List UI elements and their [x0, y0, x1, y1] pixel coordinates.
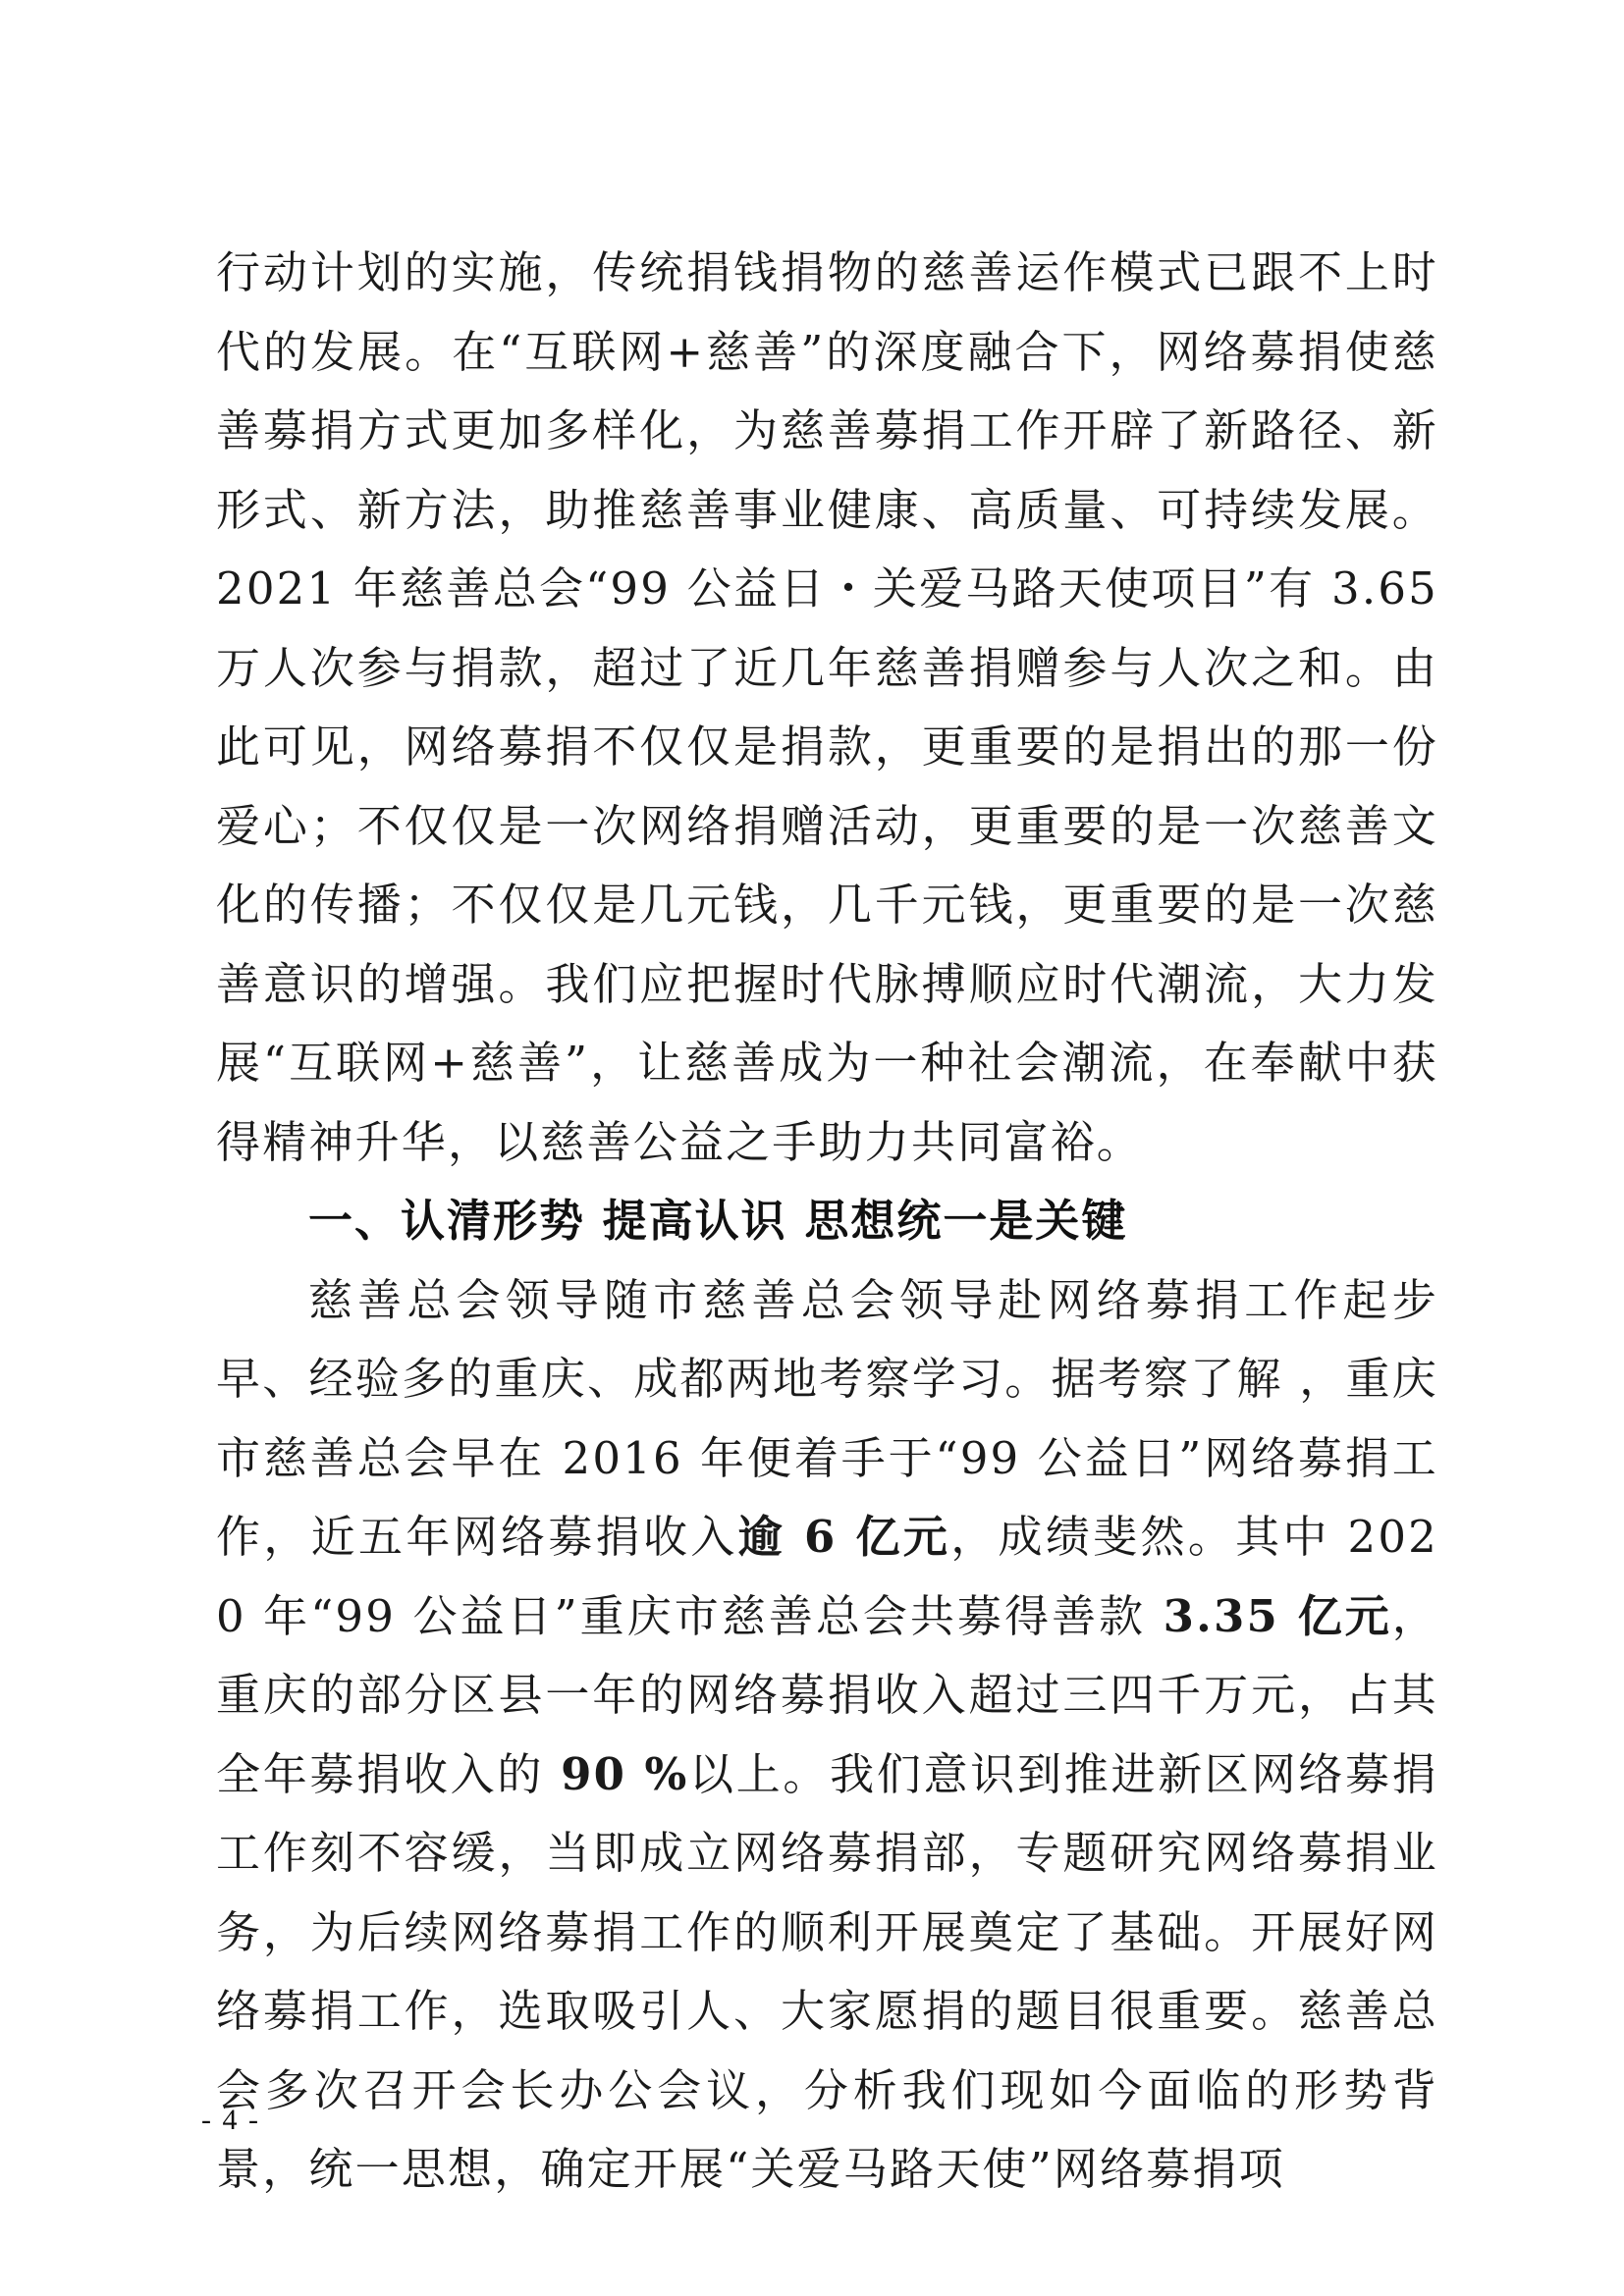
section-paragraph-text-3: ，重庆的部分区县一年的网络募捐收入超过三四千万元，占其全年募捐收入的: [216, 1589, 1438, 1800]
highlight-amount-total: 逾 6 亿元: [737, 1511, 951, 1563]
section-heading: 一、认清形势 提高认识 思想统一是关键: [308, 1195, 1128, 1247]
section-paragraph-text-1: 慈善总会领导随市慈善总会领导赴网络募捐工作起步早、经验多的重庆、成都两地考察学习。据考察了解 ，重庆市慈善总会早在 2016 年便着手于“99 公益日”网络募捐工作，近五年网络募捐收入: [216, 1273, 1438, 1563]
body-text: [216, 234, 1438, 2210]
highlight-percentage: 90 %: [561, 1747, 689, 1800]
section-paragraph-text-4: 以上。我们意识到推进新区网络募捐工作刻不容缓，当即成立网络募捐部，专题研究网络募捐业务，为后续网络募捐工作的顺利开展奠定了基础。开展好网络募捐工作，选取吸引人、大家愿捐的题目很重要。慈善总会多次召开会长办公会议，分析我们现如今面临的形势背景，统一思想，确定开展“关爱马路天使”网络募捐项: [216, 1747, 1438, 2195]
paragraph-continued: 行动计划的实施，传统捐钱捐物的慈善运作模式已跟不上时代的发展。在“互联网+慈善”的深度融合下，网络募捐使慈善募捐方式更加多样化，为慈善募捐工作开辟了新路径、新形式、新方法，助推慈善事业健康、高质量、可持续发展。2021 年慈善总会“99 公益日・关爱马路天使项目”有 3.65 万人次参与捐款，超过了近几年慈善捐赠参与人次之和。由此可见，网络募捐不仅仅是捐款，更重要的是捐出的那一份爱心；不仅仅是一次网络捐赠活动，更重要的是一次慈善文化的传播；不仅仅是几元钱，几千元钱，更重要的是一次慈善意识的增强。我们应把握时代脉搏顺应时代潮流，大力发展“互联网+慈善”，让慈善成为一种社会潮流，在奉献中获得精神升华，以慈善公益之手助力共同富裕。: [216, 246, 1438, 1168]
section-paragraph-text-2: ，成绩斐然。其中 2020 年“99 公益日”重庆市慈善总会共募得善款: [216, 1511, 1438, 1642]
section-paragraph: [216, 1261, 1438, 2210]
highlight-amount-2020: 3.35 亿元: [1163, 1589, 1392, 1642]
page-number: - 4 -: [201, 2104, 260, 2136]
